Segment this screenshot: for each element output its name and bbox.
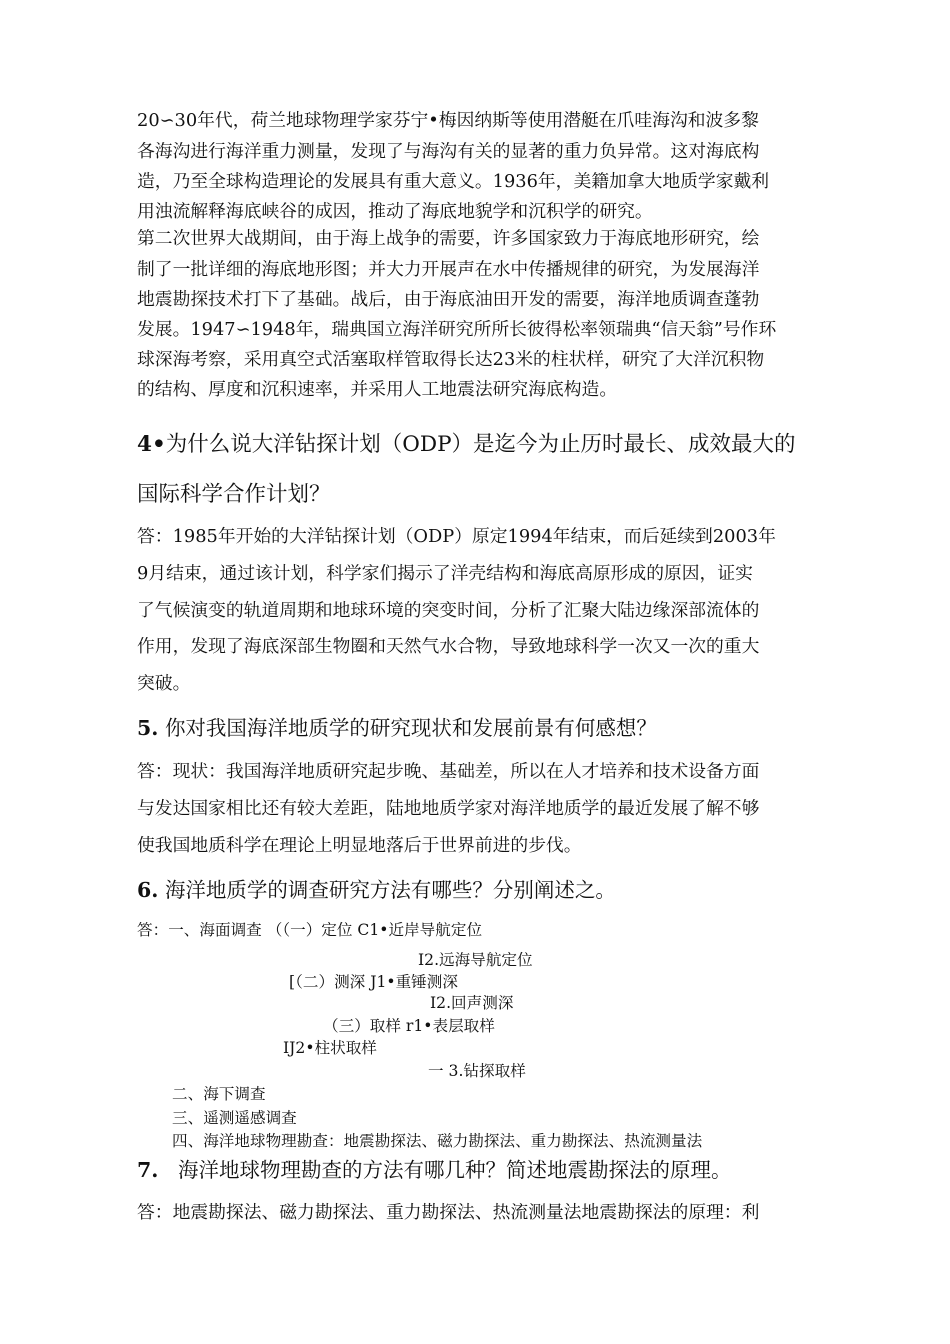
text-line: 用浊流解释海底峡谷的成因，推动了海底地貌学和沉积学的研究。 [137, 201, 653, 222]
text-line: 的结构、厚度和沉积速率，并采用人工地震法研究海底构造。 [137, 379, 618, 400]
question-title: 海洋地球物理勘查的方法有哪几种？简述地震勘探法的原理。 [177, 1158, 732, 1182]
outline-line: [（二）测深 J1•重锤测深 [289, 973, 458, 991]
question-title: 为什么说大洋钻探计划（ODP）是迄今为止历时最长、成效最大的 [165, 432, 796, 457]
question-heading [137, 1160, 731, 1181]
text-line: 第二次世界大战期间，由于海上战争的需要，许多国家致力于海底地形研究，绘 [137, 228, 760, 249]
question-number: 6. [137, 878, 159, 902]
outline-line: 二、海下调查 [172, 1085, 266, 1103]
answer-line: 答：地震勘探法、磁力勘探法、重力勘探法、热流测量法地震勘探法的原理：利 [137, 1202, 760, 1223]
answer-line: 9月结束，通过该计划，科学家们揭示了洋壳结构和海底高原形成的原因，证实 [137, 563, 753, 584]
answer-line: 答：1985年开始的大洋钻探计划（ODP）原定1994年结束，而后延续到2003年 [137, 526, 776, 547]
answer-line: 作用，发现了海底深部生物圈和天然气水合物，导致地球科学一次又一次的重大 [137, 636, 760, 657]
question-heading [137, 434, 796, 456]
answer-line: 与发达国家相比还有较大差距，陆地地质学家对海洋地质学的最近发展了解不够 [137, 798, 760, 819]
outline-line: 一 3.钻探取样 [428, 1062, 526, 1080]
text-line: 制了一批详细的海底地形图；并大力开展声在水中传播规律的研究，为发展海洋 [137, 259, 760, 280]
text-line: 20∽30年代，荷兰地球物理学家芬宁•梅因纳斯等使用潜艇在爪哇海沟和波多黎 [137, 110, 759, 131]
text-line: 地震勘探技术打下了基础。战后，由于海底油田开发的需要，海洋地质调查蓬勃 [137, 289, 760, 310]
answer-line: 使我国地质科学在理论上明显地落后于世界前进的步伐。 [137, 835, 582, 856]
question-title-continued: 国际科学合作计划？ [137, 482, 331, 507]
question-number: 4• [137, 432, 166, 457]
answer-line: 了气候演变的轨道周期和地球环境的突变时间，分析了汇聚大陆边缘深部流体的 [137, 600, 760, 621]
outline-line: IJ2•柱状取样 [283, 1039, 377, 1057]
question-heading [137, 718, 657, 739]
question-title: 你对我国海洋地质学的研究现状和发展前景有何感想？ [164, 716, 657, 740]
text-line: 造，乃至全球构造理论的发展具有重大意义。1936年，美籍加拿大地质学家戴利 [137, 171, 770, 192]
text-line: 各海沟进行海洋重力测量，发现了与海沟有关的显著的重力负异常。这对海底构 [137, 141, 760, 162]
answer-line: 答：现状：我国海洋地质研究起步晚、基础差，所以在人才培养和技术设备方面 [137, 761, 760, 782]
outline-line: 四、海洋地球物理勘查：地震勘探法、磁力勘探法、重力勘探法、热流测量法 [172, 1132, 703, 1150]
outline-line: I2.回声测深 [430, 994, 514, 1012]
question-number: 5. [137, 716, 159, 740]
question-title: 海洋地质学的调查研究方法有哪些？分别阐述之。 [164, 878, 616, 902]
text-line: 球深海考察，采用真空式活塞取样管取得长达23米的柱状样，研究了大洋沉积物 [137, 349, 765, 370]
text-line: 发展。1947∽1948年，瑞典国立海洋研究所所长彼得松率领瑞典“信天翁”号作环 [137, 319, 777, 340]
question-heading [137, 880, 616, 901]
outline-line: （三）取样 r1•表层取样 [323, 1017, 495, 1035]
outline-line: 答：一、海面调查 （（一）定位 C1•近岸导航定位 [137, 921, 483, 939]
answer-line: 突破。 [137, 673, 191, 694]
outline-line: 三、遥测遥感调查 [172, 1109, 297, 1127]
outline-line: I2.远海导航定位 [418, 951, 533, 969]
question-number: 7. [137, 1158, 159, 1182]
